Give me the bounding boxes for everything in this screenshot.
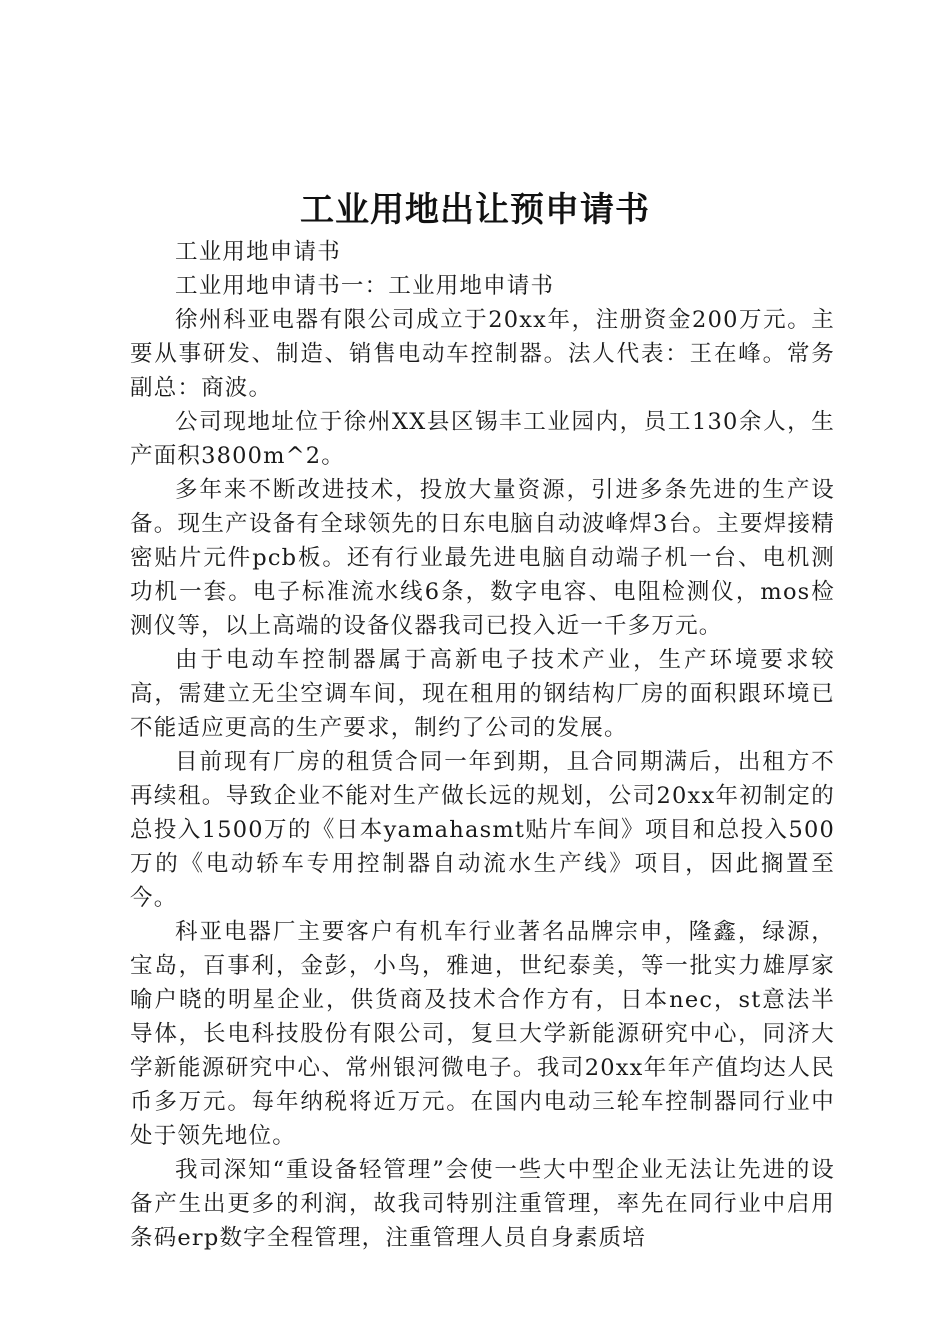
paragraph-environment: 由于电动车控制器属于高新电子技术产业，生产环境要求较高，需建立无尘空调车间，现在租用的钢结构厂房的面积跟环境已不能适应更高的生产要求，制约了公司的发展。: [130, 647, 835, 741]
paragraph-customers: 科亚电器厂主要客户有机车行业著名品牌宗申，隆鑫，绿源，宝岛，百事利，金彭，小鸟，雅迪，世纪泰美，等一批实力雄厚家喻户晓的明星企业，供货商及技术合作方有，日本nec，st意法半导体，长电科技股份有限公司，复旦大学新能源研究中心，同济大学新能源研究中心、常州银河微电子。我司20xx年年产值均达人民币多万元。每年纳税将近万元。在国内电动三轮车控制器同行业中处于领先地位。: [130, 919, 835, 1149]
paragraph-section-heading: 工业用地申请书一：工业用地申请书: [175, 273, 555, 299]
document-title: 工业用地出让预申请书: [300, 190, 650, 230]
paragraph-management: 我司深知“重设备轻管理”会使一些大中型企业无法让先进的设备产生出更多的利润，故我司特别注重管理，率先在同行业中启用条码erp数字全程管理，注重管理人员自身素质培: [130, 1157, 835, 1251]
paragraph-address: 公司现地址位于徐州XX县区锡丰工业园内，员工130余人，生产面积3800m^2。: [130, 409, 835, 469]
paragraph-company-intro: 徐州科亚电器有限公司成立于20xx年，注册资金200万元。主要从事研发、制造、销售电动车控制器。法人代表：王在峰。常务副总：商波。: [130, 307, 835, 401]
paragraph-lease: 目前现有厂房的租赁合同一年到期，且合同期满后，出租方不再续租。导致企业不能对生产做长远的规划，公司20xx年初制定的总投入1500万的《日本yamahasmt贴片车间》项目和总投入500万的《电动轿车专用控制器自动流水生产线》项目，因此搁置至今。: [130, 749, 835, 911]
paragraph-subtitle: 工业用地申请书: [175, 239, 341, 265]
document-body: [130, 235, 835, 1255]
paragraph-equipment: 多年来不断改进技术，投放大量资源，引进多条先进的生产设备。现生产设备有全球领先的日东电脑自动波峰焊3台。主要焊接精密贴片元件pcb板。还有行业最先进电脑自动端子机一台、电机测功机一套。电子标准流水线6条，数字电容、电阻检测仪，mos检测仪等，以上高端的设备仪器我司已投入近一千多万元。: [130, 477, 835, 639]
